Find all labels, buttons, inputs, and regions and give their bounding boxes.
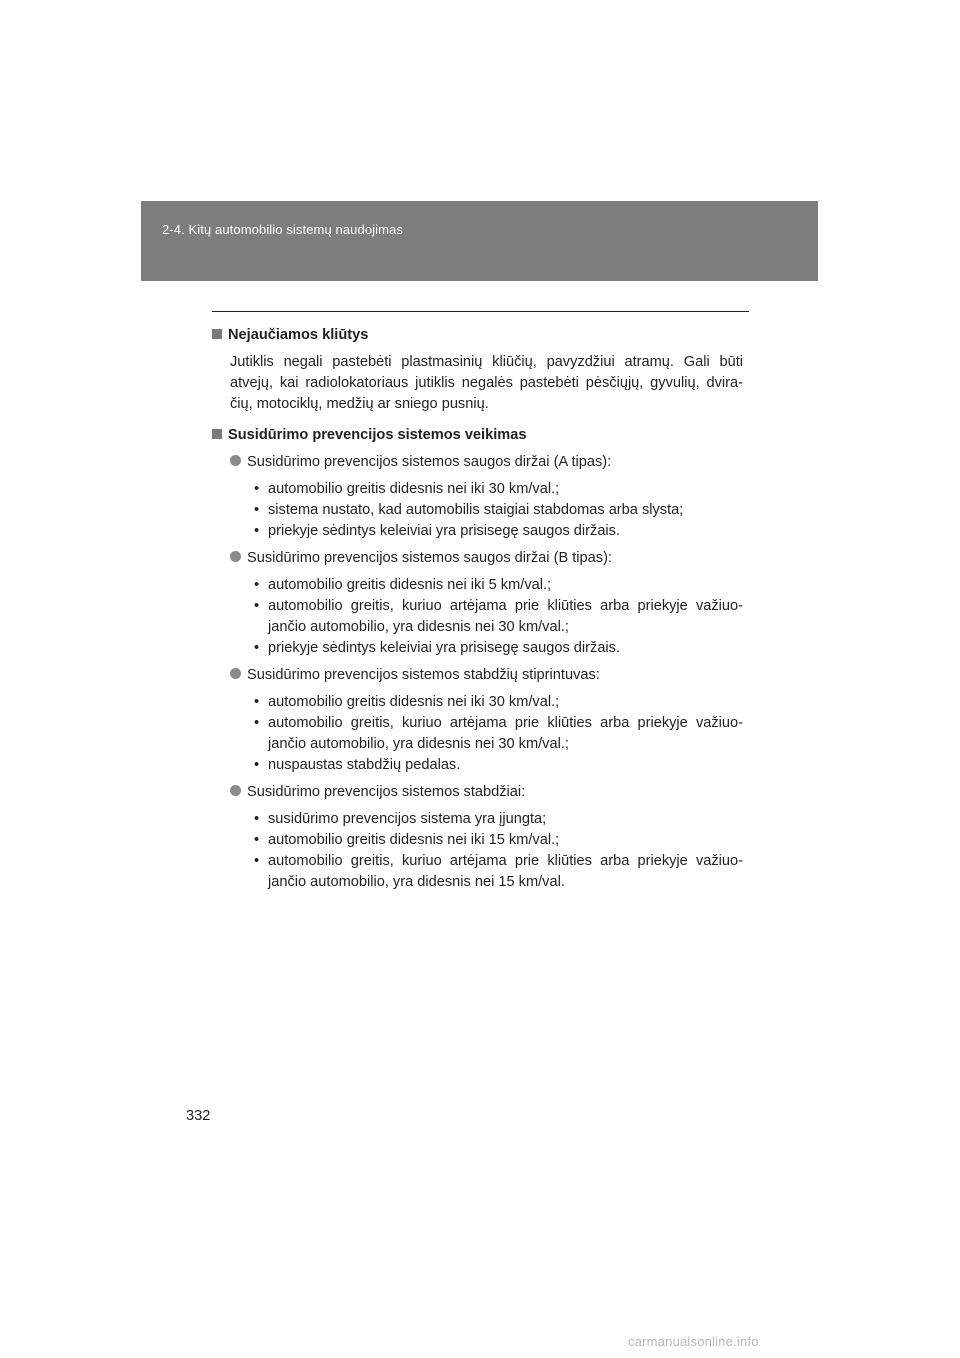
square-bullet-icon [212,329,222,339]
section-heading-text: Nejaučiamos kliūtys [228,327,369,343]
subsection-brake-assist [212,665,743,686]
chapter-title: 2-4. Kitų automobilio sistemų naudojimas [162,222,404,237]
subsection-title: Susidūrimo prevencijos sistemos stabdžių stiprintuvas: [247,667,600,683]
list-item: • priekyje sėdintys keleiviai yra prisisegę saugos diržais. [254,640,621,656]
bullet-list [212,575,743,659]
square-bullet-icon [212,429,222,439]
watermark: carmanualsonline.info [628,1334,759,1349]
subsection-seatbelts-b [212,548,743,569]
section-heading-text: Susidūrimo prevencijos sistemos veikimas [228,427,527,443]
chapter-header [141,201,818,281]
subsection-seatbelts-a [212,452,743,473]
list-item: • nuspaustas stabdžių pedalas. [254,757,461,773]
list-item: • automobilio greitis, kuriuo artėjama prie kliūties arba priekyje važiuo-jančio automobilio, yra didesnis nei 30 km/val.; [254,715,743,752]
circle-bullet-icon [230,668,241,679]
bullet-list [212,809,743,893]
list-item: • automobilio greitis didesnis nei iki 5 km/val.; [254,577,552,593]
list-item: • automobilio greitis didesnis nei iki 30 km/val.; [254,694,560,710]
list-item: • priekyje sėdintys keleiviai yra prisisegę saugos diržais. [254,523,621,539]
circle-bullet-icon [230,785,241,796]
header-rule [212,311,749,312]
circle-bullet-icon [230,455,241,466]
subsection-brakes [212,782,743,803]
circle-bullet-icon [230,551,241,562]
section-heading-obstacles [212,325,743,346]
list-item: • sistema nustato, kad automobilis staigiai stabdomas arba slysta; [254,502,684,518]
list-item: • susidūrimo prevencijos sistema yra įjungta; [254,811,547,827]
list-item: • automobilio greitis didesnis nei iki 15 km/val.; [254,832,560,848]
list-item: • automobilio greitis, kuriuo artėjama prie kliūties arba priekyje važiuo-jančio automobilio, yra didesnis nei 30 km/val.; [254,598,743,635]
section-heading-operation [212,425,743,446]
list-item: • automobilio greitis didesnis nei iki 30 km/val.; [254,481,560,497]
bullet-list [212,692,743,776]
subsection-title: Susidūrimo prevencijos sistemos saugos diržai (A tipas): [247,454,612,470]
subsection-title: Susidūrimo prevencijos sistemos stabdžiai: [247,784,526,800]
page-content [212,325,743,893]
section-paragraph: Jutiklis negali pastebėti plastmasinių kliūčių, pavyzdžiui atramų. Gali būti atvejų, kai radiolokatoriaus jutiklis negalės pastebėti pėsčiųjų, gyvulių, dvira-čių, motociklų, medžių ar sniego pusnių. [230,354,743,412]
bullet-list [212,479,743,542]
page-number: 332 [186,1108,211,1124]
subsection-title: Susidūrimo prevencijos sistemos saugos diržai (B tipas): [247,550,612,566]
list-item: • automobilio greitis, kuriuo artėjama prie kliūties arba priekyje važiuo-jančio automobilio, yra didesnis nei 15 km/val. [254,853,743,890]
